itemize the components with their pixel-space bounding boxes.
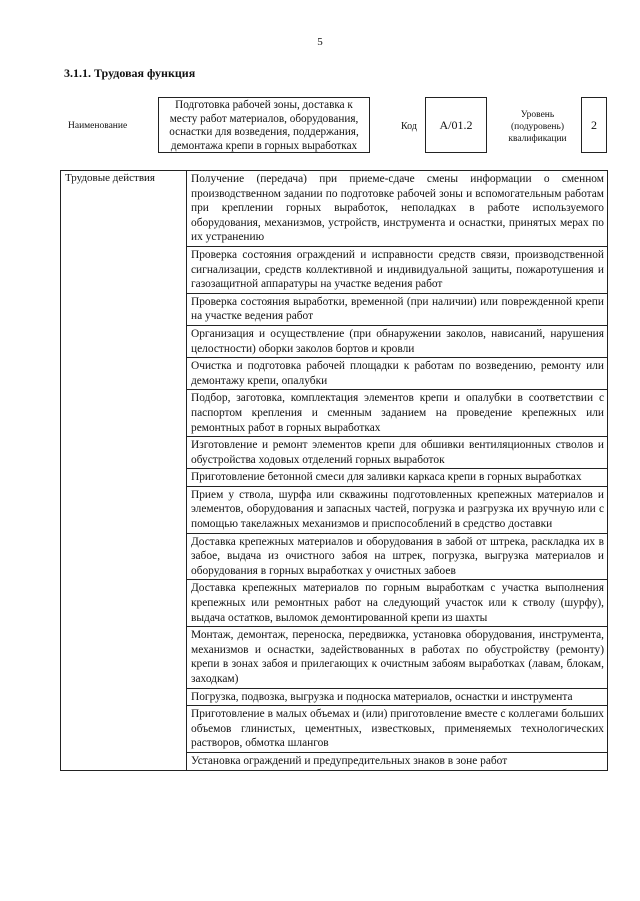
name-value: Подготовка рабочей зоны, доставка к месту работ материалов, оборудования, оснастки для возведения, поддержания, демонтажа крепи в горных выработках — [158, 97, 370, 153]
name-label: Наименование — [68, 121, 128, 131]
code-value: A/01.2 — [425, 97, 487, 153]
action-item: Доставка крепежных материалов и оборудования в забой от штрека, раскладка их в забое, выдача из очистного забоя на штрек, погрузка, выгрузка материалов и оборудования в горных выработках у очистных забоев — [187, 533, 608, 580]
code-label: Код — [401, 121, 417, 132]
actions-label: Трудовые действия — [61, 171, 187, 771]
action-item: Монтаж, демонтаж, переноска, передвижка, установка оборудования, инструмента, механизмов и оснастки, задействованных в работах по обустройству (ремонту) крепи в зонах забоя и прилегающих к очистным забоям выработках (лавам, блокам, заходкам) — [187, 627, 608, 688]
action-item: Установка ограждений и предупредительных знаков в зоне работ — [187, 752, 608, 770]
action-item: Очистка и подготовка рабочей площадки к работам по возведению, ремонту или демонтажу крепи, опалубки — [187, 358, 608, 390]
action-item: Погрузка, подвозка, выгрузка и подноска материалов, оснастки и инструмента — [187, 688, 608, 706]
action-item: Приготовление в малых объемах и (или) приготовление вместе с коллегами больших объемов глинистых, цементных, известковых, применяемых технологических растворов, обмотка шлангов — [187, 706, 608, 753]
section-title: 3.1.1. Трудовая функция — [64, 66, 196, 80]
action-item: Изготовление и ремонт элементов крепи для обшивки вентиляционных стволов и обустройства ходовых отделений горных выработок — [187, 437, 608, 469]
level-value: 2 — [581, 97, 607, 153]
table-row — [61, 171, 608, 247]
action-item: Получение (передача) при приеме-сдаче смены информации о сменном производственном задании по подготовке рабочей зоны и вспомогательным работам при креплении горных выработок, неполадках в работе используемого оборудования, механизмов, устройств, инструмента и оснастки, принятых мерах по их устранению — [187, 171, 608, 247]
function-header — [60, 97, 610, 157]
action-item: Организация и осуществление (при обнаружении заколов, нависаний, нарушения целостности) оборки заколов бортов и кровли — [187, 325, 608, 357]
actions-table — [60, 170, 608, 771]
action-item: Проверка состояния выработки, временной (при наличии) или поврежденной крепи на участке ведения работ — [187, 293, 608, 325]
action-item: Подбор, заготовка, комплектация элементов крепи и опалубки в соответствии с паспортом крепления и сменным заданием на проведение крепежных или ремонтных работ в горных выработках — [187, 390, 608, 437]
action-item: Прием у ствола, шурфа или скважины подготовленных крепежных материалов и элементов, оборудования и запасных частей, погрузка и разгрузка их вручную или с помощью такелажных механизмов и приспособлений в средство доставки — [187, 486, 608, 533]
level-label: Уровень (подуровень) квалификации — [508, 110, 567, 144]
action-item: Доставка крепежных материалов по горным выработкам с участка выполнения крепежных или ремонтных работ на следующий участок или к стволу (шурфу), выдача остатков, выломок демонтированной крепи из шахты — [187, 580, 608, 627]
action-item: Проверка состояния ограждений и исправности средств связи, производственной сигнализации, средств коллективной и индивидуальной защиты, пожаротушения и газозащитной аппаратуры на участке ведения работ — [187, 246, 608, 293]
page-number: 5 — [317, 36, 323, 48]
action-item: Приготовление бетонной смеси для заливки каркаса крепи в горных выработках — [187, 469, 608, 487]
